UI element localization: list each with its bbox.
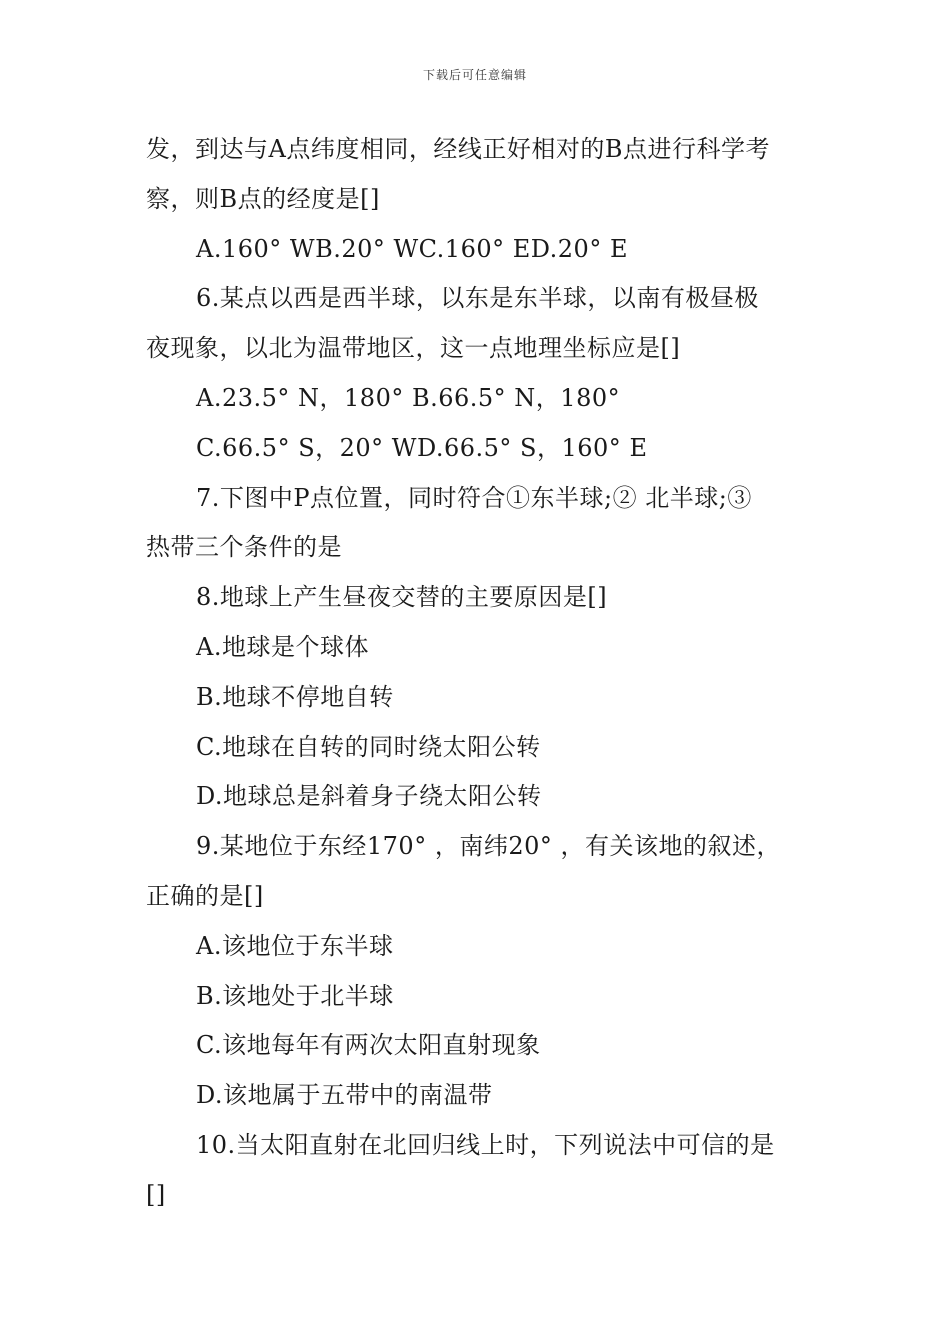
text-line: C.该地每年有两次太阳直射现象 [196,1031,541,1060]
text-line: 发，到达与A点纬度相同，经线正好相对的B点进行科学考 [146,135,770,163]
text-line: A.160° WB.20° WC.160° ED.20° E [196,234,628,263]
text-line: 10.当太阳直射在北回归线上时，下列说法中可信的是 [196,1130,775,1159]
text-line: D.该地属于五带中的南温带 [196,1081,493,1110]
text-line: C.地球在自转的同时绕太阳公转 [196,732,541,761]
text-line: A.地球是个球体 [196,632,369,661]
text-line: 察，则B点的经度是[] [146,184,380,213]
text-line: 8.地球上产生昼夜交替的主要原因是[] [196,583,608,612]
document-body [146,125,808,1221]
text-line: B.地球不停地自转 [196,682,394,711]
text-line: 热带三个条件的是 [146,533,342,562]
text-line: C.66.5° S，20° WD.66.5° S，160° E [196,433,648,462]
text-line: 7.下图中P点位置，同时符合①东半球;② 北半球;③ [196,483,752,512]
text-line: A.该地位于东半球 [196,931,394,960]
page-header: 下载后可任意编辑 [422,68,527,82]
text-line: 正确的是[] [146,881,264,910]
text-line: 9.某地位于东经170° ，南纬20° ，有关该地的叙述， [196,832,782,861]
text-line: 夜现象，以北为温带地区，这一点地理坐标应是[] [146,334,681,363]
text-line: A.23.5° N，180° B.66.5° N，180° [196,383,621,412]
text-line: 6.某点以西是西半球，以东是东半球，以南有极昼极 [196,284,759,313]
text-line: [] [146,1180,166,1209]
text-line: B.该地处于北半球 [196,981,394,1010]
text-line: D.地球总是斜着身子绕太阳公转 [196,782,542,811]
